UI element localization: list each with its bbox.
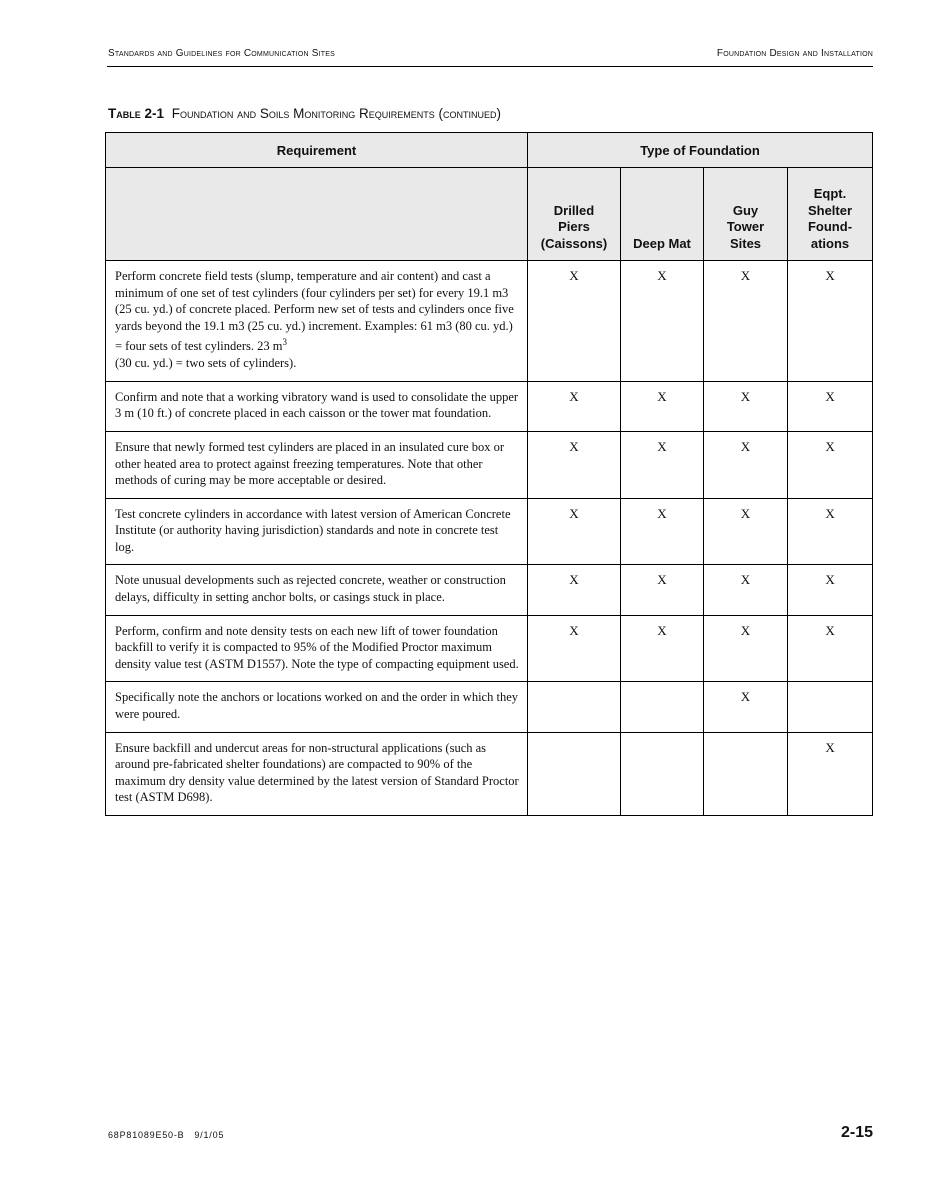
table-label: Table 2-1 <box>108 106 165 121</box>
mark-guy-tower: X <box>704 615 788 682</box>
mark-guy-tower: X <box>704 565 788 615</box>
mark-guy-tower: X <box>704 498 788 565</box>
requirement-text: Ensure that newly formed test cylinders are placed in an insulated cure box or other heated area to protect against freezing temperatures. Note that other methods of curing may be more acceptable or desired. <box>106 431 528 498</box>
mark-shelter: X <box>788 732 873 815</box>
header-line: Piers <box>558 219 590 234</box>
mark-drilled-piers <box>528 732 621 815</box>
blank-header-cell <box>106 168 528 261</box>
mark-deep-mat <box>621 682 704 732</box>
mark-deep-mat: X <box>621 615 704 682</box>
table-row <box>106 565 873 615</box>
mark-shelter: X <box>788 381 873 431</box>
mark-drilled-piers: X <box>528 615 621 682</box>
header-line: Guy <box>732 202 759 218</box>
shelter-foundations-header <box>788 168 873 261</box>
document-id: 68P81089E50-B 9/1/05 <box>108 1130 225 1140</box>
requirement-text: Test concrete cylinders in accordance with latest version of American Concrete Institute (or authority having jurisdiction) standards and note in concrete test log. <box>106 498 528 565</box>
mark-shelter: X <box>788 565 873 615</box>
mark-drilled-piers: X <box>528 261 621 382</box>
mark-deep-mat: X <box>621 261 704 382</box>
header-line: Sites <box>729 235 762 251</box>
requirement-column-header: Requirement <box>106 133 528 168</box>
foundation-type-group-header: Type of Foundation <box>528 133 873 168</box>
header-line: Shelter <box>807 202 853 218</box>
table-row <box>106 615 873 682</box>
mark-deep-mat: X <box>621 498 704 565</box>
requirement-text: Specifically note the anchors or locations worked on and the order in which they were poured. <box>106 682 528 732</box>
mark-guy-tower: X <box>704 682 788 732</box>
table-row <box>106 431 873 498</box>
deep-mat-header <box>621 168 704 261</box>
mark-guy-tower: X <box>704 431 788 498</box>
header-line: (Caissons) <box>540 235 608 251</box>
mark-deep-mat: X <box>621 565 704 615</box>
running-header-left: Standards and Guidelines for Communication Sites <box>108 48 335 59</box>
header-line: ations <box>810 235 850 251</box>
mark-deep-mat: X <box>621 431 704 498</box>
header-line: Found- <box>807 219 853 234</box>
mark-guy-tower <box>704 732 788 815</box>
guy-tower-sites-header <box>704 168 788 261</box>
running-header-right: Foundation Design and Installation <box>716 48 873 59</box>
table-row <box>106 732 873 815</box>
page-number: 2-15 <box>840 1124 873 1141</box>
mark-drilled-piers: X <box>528 565 621 615</box>
mark-guy-tower: X <box>704 261 788 382</box>
table-row <box>106 498 873 565</box>
mark-shelter <box>788 682 873 732</box>
header-rule <box>107 66 873 67</box>
table-row <box>106 381 873 431</box>
requirement-text: Perform, confirm and note density tests on each new lift of tower foundation backfill to verify it is compacted to 95% of the Modified Proctor maximum density value test (ASTM D1557). Note the type of compacting equipment used. <box>106 615 528 682</box>
mark-drilled-piers: X <box>528 431 621 498</box>
mark-deep-mat <box>621 732 704 815</box>
header-line: Drilled <box>553 202 595 218</box>
header-line: Tower <box>726 219 765 234</box>
header-line: Deep Mat <box>633 235 691 251</box>
mark-shelter: X <box>788 615 873 682</box>
mark-shelter: X <box>788 261 873 382</box>
table-row <box>106 261 873 382</box>
mark-guy-tower: X <box>704 381 788 431</box>
mark-deep-mat: X <box>621 381 704 431</box>
drilled-piers-header <box>528 168 621 261</box>
requirement-text: Ensure backfill and undercut areas for non-structural applications (such as around pre-fabricated shelter foundations) are compacted to 90% of the maximum dry density value determined by the latest version of Standard Proctor test (ASTM D698). <box>106 732 528 815</box>
table-caption <box>108 106 501 121</box>
requirement-text: Confirm and note that a working vibratory wand is used to consolidate the upper 3 m (10 ft.) of concrete placed in each caisson or the tower mat foundation. <box>106 381 528 431</box>
mark-shelter: X <box>788 498 873 565</box>
mark-drilled-piers <box>528 682 621 732</box>
mark-drilled-piers: X <box>528 498 621 565</box>
table-row <box>106 682 873 732</box>
table-title: Foundation and Soils Monitoring Requirements (continued) <box>171 106 501 121</box>
requirement-text: Perform concrete field tests (slump, temperature and air content) and cast a minimum of one set of test cylinders (four cylinders per set) for every 19.1 m3 (25 cu. yd.) of concrete placed. Perform new set of tests and cylinders once five yards beyond the 19.1 m3 (25 cu. yd.) increment. Examples: 61 m3 (80 cu. yd.) = four sets of test cylinders. 23 $m^3$ (30 cu. yd.) = two sets of cylinders). <box>106 261 528 382</box>
header-line: Eqpt. <box>813 186 847 201</box>
mark-shelter: X <box>788 431 873 498</box>
requirement-text: Note unusual developments such as rejected concrete, weather or construction delays, difficulty in setting anchor bolts, or casings stuck in place. <box>106 565 528 615</box>
requirements-table <box>105 132 873 816</box>
mark-drilled-piers: X <box>528 381 621 431</box>
